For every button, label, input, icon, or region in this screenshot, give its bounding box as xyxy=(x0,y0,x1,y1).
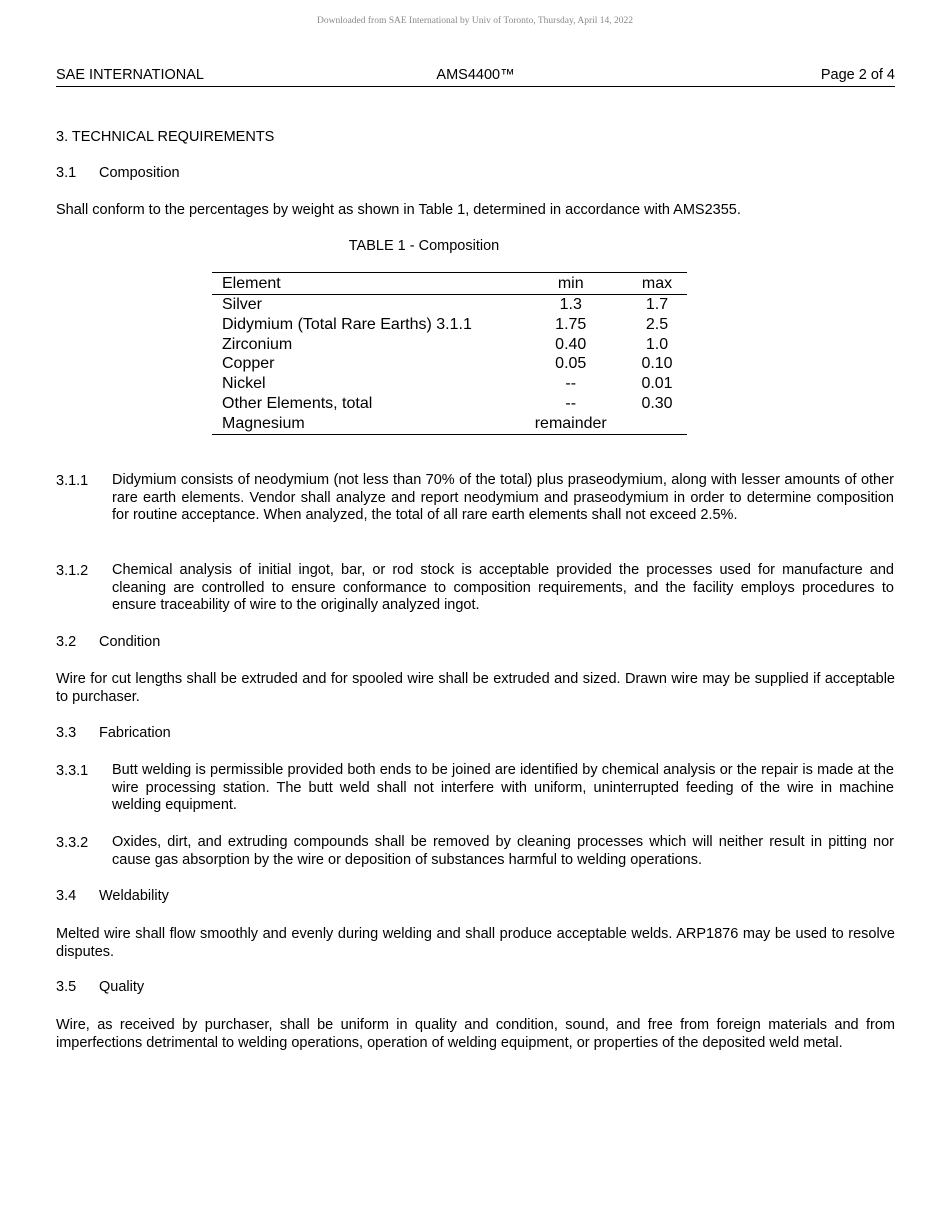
column-header-max: max xyxy=(627,273,687,295)
table-row xyxy=(212,335,687,355)
section-3-3-1-number: 3.3.1 xyxy=(56,763,89,779)
section-3-3-title: Fabrication xyxy=(99,725,171,741)
max-cell: 0.30 xyxy=(641,394,673,412)
section-3-1-body: Shall conform to the percentages by weight as shown in Table 1, determined in accordance with AMS2355. xyxy=(56,202,741,218)
element-cell: Silver xyxy=(222,296,263,313)
section-3-5-body: Wire, as received by purchaser, shall be uniform in quality and condition, sound, and free from foreign materials and from imperfections detrimental to welding operations, operation of welding equipment, or properties of the deposited weld metal. xyxy=(56,1017,895,1051)
max-cell xyxy=(627,414,687,434)
table-row xyxy=(212,374,687,394)
section-3-1-1-body: Didymium consists of neodymium (not less than 70% of the total) plus praseodymium, along with lesser amounts of other rare earth elements. Vendor shall analyze and report neodymium and praseodymium in order to determine composition for routine acceptance. When analyzed, the total of all rare earth elements shall not exceed 2.5%. xyxy=(112,472,894,523)
min-cell: 0.40 xyxy=(555,335,587,353)
composition-table xyxy=(212,272,687,435)
header-page-number: Page 2 of 4 xyxy=(820,67,895,83)
column-header-min: min xyxy=(514,273,627,295)
section-3-4-title: Weldability xyxy=(99,888,169,904)
section-3-3-1-body: Butt welding is permissible provided both ends to be joined are identified by chemical analysis or the repair is made at the wire processing station. The butt weld shall not interfere with uniform, uninterrupted feeding of the wire in machine welding equipment. xyxy=(112,762,894,813)
table-header-row xyxy=(212,273,687,295)
max-cell: 2.5 xyxy=(645,315,669,333)
page-header xyxy=(56,66,895,87)
min-cell: remainder xyxy=(514,414,627,434)
section-3-1-2-number: 3.1.2 xyxy=(56,563,89,579)
download-watermark: Downloaded from SAE International by Univ of Toronto, Thursday, April 14, 2022 xyxy=(316,16,634,26)
min-cell: 1.3 xyxy=(559,296,582,313)
table-row xyxy=(212,295,687,315)
min-cell: 1.75 xyxy=(555,315,587,333)
element-cell: Other Elements, total xyxy=(222,394,373,412)
section-3-2-body: Wire for cut lengths shall be extruded and for spooled wire shall be extruded and sized. Drawn wire may be supplied if acceptable to purchaser. xyxy=(56,671,895,705)
section-3-1-2-body: Chemical analysis of initial ingot, bar, or rod stock is acceptable provided the processes used for manufacture and cleaning are controlled to ensure conformance to composition requirements, and the facility employs procedures to ensure traceability of wire to the originally analyzed ingot. xyxy=(112,562,894,613)
table-row xyxy=(212,315,687,335)
table-1-caption: TABLE 1 - Composition xyxy=(348,238,500,254)
header-document-id: AMS4400™ xyxy=(436,67,515,83)
section-3-1-1-number: 3.1.1 xyxy=(56,473,89,489)
max-cell: 1.7 xyxy=(645,296,669,313)
section-3-1-number: 3.1 xyxy=(56,165,77,181)
min-cell: 0.05 xyxy=(555,355,587,373)
section-3-3-2-number: 3.3.2 xyxy=(56,835,89,851)
section-3-1-title: Composition xyxy=(99,165,180,181)
section-3-3-number: 3.3 xyxy=(56,725,77,741)
section-3-5-number: 3.5 xyxy=(56,979,77,995)
element-cell: Zirconium xyxy=(222,335,293,353)
section-3-4-body: Melted wire shall flow smoothly and evenly during welding and shall produce acceptable welds. ARP1876 may be used to resolve disputes. xyxy=(56,926,895,960)
section-3-3-2-body: Oxides, dirt, and extruding compounds shall be removed by cleaning processes which will neither result in pitting nor cause gas absorption by the wire or deposition of substances harmful to welding operations. xyxy=(112,834,894,868)
element-cell: Magnesium xyxy=(212,414,514,434)
max-cell: 0.01 xyxy=(641,375,673,393)
table-row xyxy=(212,414,687,434)
element-cell: Copper xyxy=(222,355,275,373)
max-cell: 0.10 xyxy=(641,355,673,373)
table-row xyxy=(212,394,687,414)
section-3-4-number: 3.4 xyxy=(56,888,77,904)
max-cell: 1.0 xyxy=(645,335,669,353)
element-cell: Nickel xyxy=(222,375,266,393)
min-cell: -- xyxy=(565,375,577,393)
element-cell: Didymium (Total Rare Earths) 3.1.1 xyxy=(222,315,472,333)
header-organization: SAE INTERNATIONAL xyxy=(56,67,204,83)
section-3-heading: 3. TECHNICAL REQUIREMENTS xyxy=(56,129,275,145)
section-3-2-number: 3.2 xyxy=(56,634,77,650)
min-cell: -- xyxy=(565,394,577,412)
section-3-2-title: Condition xyxy=(99,634,161,650)
table-row xyxy=(212,354,687,374)
section-3-5-title: Quality xyxy=(99,979,145,995)
column-header-element: Element xyxy=(212,273,514,295)
